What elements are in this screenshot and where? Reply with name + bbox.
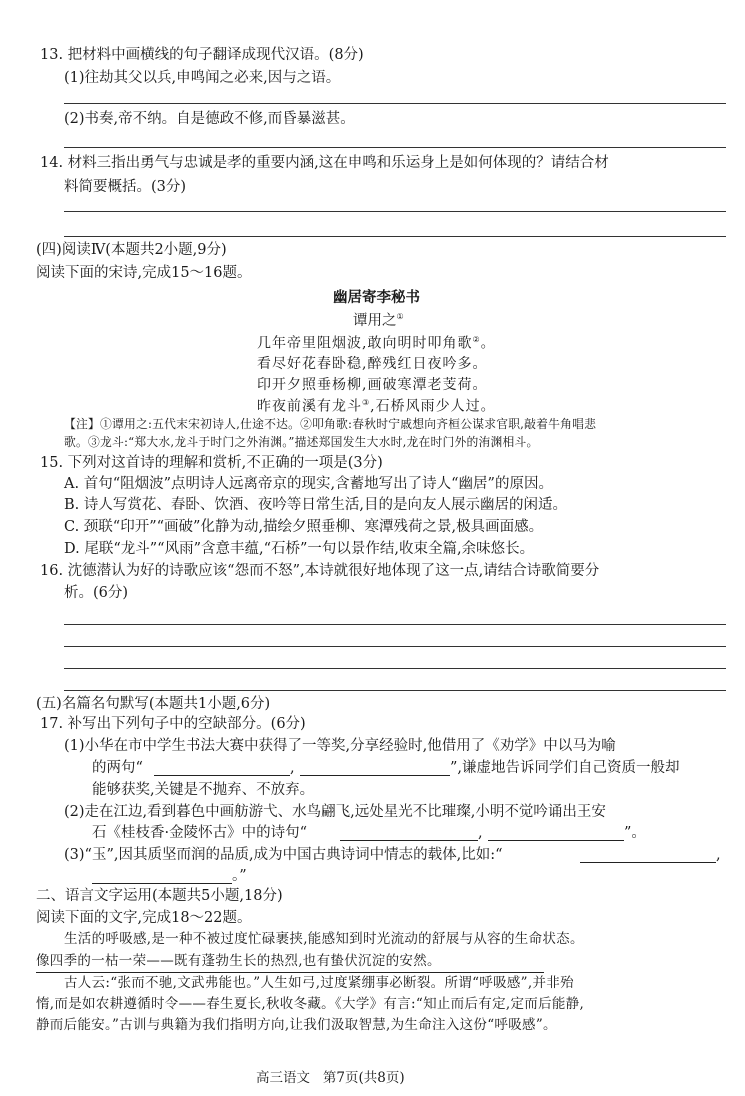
answer-line[interactable] [64,147,726,148]
section-5-title: (五)名篇名句默写(本题共1小题,6分) [36,696,271,712]
poem-line-2: 看尽好花春卧稳,醉残红日夜吟多。 [257,356,488,372]
passage-para2-line2: 惰,而是如农耕遵循时令——春生夏长,秋收冬藏。《大学》有言:“知止而后有定,定而后能静, [36,996,585,1012]
q14-line-1: 14. 材料三指出勇气与忠诚是孝的重要内涵,这在申鸣和乐运身上是如何体现的？请结合材 [40,155,609,171]
blank-line[interactable] [92,883,232,884]
q17-part1-comma: , [290,760,295,776]
q17-stem: 17. 补写出下列句子中的空缺部分。(6分) [40,716,306,732]
q16-line-1: 16. 沈德潜认为好的诗歌应该“怨而不怒”,本诗就很好地体现了这一点,请结合诗歌简要分 [40,563,600,579]
answer-line[interactable] [64,103,726,104]
q13-stem: 13. 把材料中画横线的句子翻译成现代汉语。(8分) [40,47,364,63]
q17-part3-line2-end: 。” [232,868,247,884]
answer-line[interactable] [64,624,726,625]
poem-line-3: 印开夕照垂杨柳,画破寒潭老芰荷。 [257,377,488,393]
blank-line[interactable] [340,840,478,841]
q17-part2-comma: , [478,825,483,841]
poem-author: 谭用之① [353,312,404,329]
section-4-title: (四)阅读Ⅳ(本题共2小题,9分) [36,242,227,258]
passage-para2-line3: 静而后能安。”古训与典籍为我们指明方向,让我们汲取智慧,为生命注入这份“呼吸感”。 [36,1017,557,1033]
poem-line-4: 昨夜前溪有龙斗③,石桥风雨少人过。 [257,398,496,415]
q15-option-d[interactable]: D. 尾联“龙斗”“风雨”含意丰蕴,“石桥”一句以景作结,收束全篇,余味悠长。 [64,541,535,557]
q17-part3-line1: (3)“玉”,因其质坚而润的品质,成为中国古典诗词中情志的载体,比如:“ [64,847,503,863]
q17-part1-line3: 能够获奖,关键是不抛弃、不放弃。 [92,782,315,798]
section-4-instruction: 阅读下面的宋诗,完成15～16题。 [36,265,252,281]
q17-part2-line1: (2)走在江边,看到暮色中画舫游弋、水鸟翩飞,远处星光不比璀璨,小明不觉吟诵出王安 [64,804,606,820]
poem-note-1: 【注】①谭用之:五代末宋初诗人,仕途不达。②叩角歌:春秋时宁戚想向齐桓公谋求官职,敲着牛角唱悲 [64,417,597,431]
q17-part3-comma: , [716,847,721,863]
poem-note-2: 歌。③龙斗:“郑大水,龙斗于时门之外洧渊。”描述郑国发生大水时,龙在时门外的洧渊相斗。 [64,435,539,449]
poem-line-1: 几年帝里阻烟波,敢向明时叩角歌②。 [257,335,496,352]
passage-para2-line1: 古人云:“张而不驰,文武弗能也。”人生如弓,过度紧绷事必断裂。所谓“呼吸感”,并非殆 [64,975,574,991]
q16-line-2: 析。(6分) [64,585,129,601]
answer-line[interactable] [64,211,726,212]
part-2-title: 二、语言文字运用(本题共5小题,18分) [36,888,283,904]
q17-part2-line2-end: ”。 [624,825,646,841]
q17-part2-line2-start: 石《桂枝香·金陵怀古》中的诗句“ [92,825,308,841]
page-footer: 高三语文 第7页(共8页) [256,1070,405,1086]
part-2-instruction: 阅读下面的文字,完成18～22题。 [36,910,252,926]
q17-part1-line2-start: 的两句“ [92,760,143,776]
blank-line[interactable] [488,840,624,841]
q14-line-2: 料简要概括。(3分) [64,179,187,195]
q17-part1-line2-end: ”,谦虚地告诉同学们自己资质一般却 [450,760,680,776]
q15-option-b[interactable]: B. 诗人写赏花、春卧、饮酒、夜吟等日常生活,目的是向友人展示幽居的闲适。 [64,497,567,513]
blank-line[interactable] [154,775,290,776]
q13-sentence-2: (2)书奏,帝不纳。自是德政不修,而昏暴滋甚。 [64,111,355,127]
q15-stem: 15. 下列对这首诗的理解和赏析,不正确的一项是(3分) [40,455,383,471]
answer-line[interactable] [64,668,726,669]
q13-sentence-1: (1)往劫其父以兵,申鸣闻之必来,因与之语。 [64,70,341,86]
blank-line[interactable] [300,775,450,776]
answer-line[interactable] [64,236,726,237]
q15-option-c[interactable]: C. 颈联“印开”“画破”化静为动,描绘夕照垂柳、寒潭残荷之景,极具画面感。 [64,519,544,535]
passage-para1-line1: 生活的呼吸感,是一种不被过度忙碌裹挟,能感知到时光流动的舒展与从容的生命状态。 [64,931,584,947]
passage-underline [36,972,544,973]
blank-line[interactable] [580,862,716,863]
q17-part1-line1: (1)小华在市中学生书法大赛中获得了一等奖,分享经验时,他借用了《劝学》中以马为喻 [64,738,616,754]
answer-line[interactable] [64,690,726,691]
poem-title: 幽居寄李秘书 [333,289,420,306]
q15-option-a[interactable]: A. 首句“阻烟波”点明诗人远离帝京的现实,含蓄地写出了诗人“幽居”的原因。 [64,476,553,492]
answer-line[interactable] [64,646,726,647]
passage-para1-line2: 像四季的一枯一荣——既有蓬勃生长的热烈,也有蛰伏沉淀的安然。 [36,953,441,969]
